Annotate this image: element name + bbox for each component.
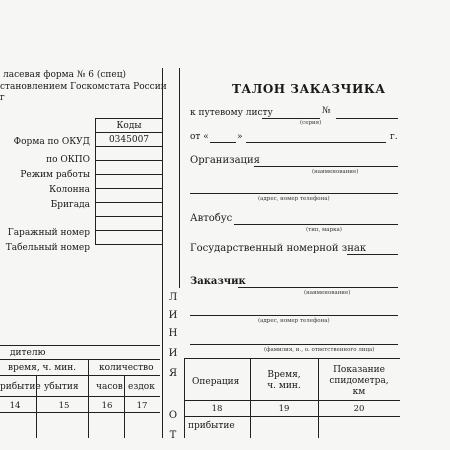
odo-header-3: км: [352, 387, 366, 397]
customer-caption: (наименование): [304, 290, 351, 296]
codes-header: Коды: [96, 119, 163, 133]
col-num-18: 18: [211, 404, 223, 414]
tab-label: Табельный номер: [5, 243, 90, 253]
tear-letter-3: Н: [168, 328, 178, 339]
codes-table: [95, 118, 163, 245]
arrival-time-cell[interactable]: [252, 418, 316, 434]
col-trips: ездок: [128, 382, 155, 392]
plate-label: Государственный номерной знак: [190, 243, 367, 254]
year-suffix: г.: [390, 132, 398, 142]
column-label: Колонна: [49, 185, 90, 195]
coupon-title: ТАЛОН ЗАКАЗЧИКА: [232, 82, 386, 96]
okud-code: 0345007: [96, 133, 163, 147]
org-address-field[interactable]: [190, 193, 398, 194]
form-type-line: ласевая форма № 6 (спец): [3, 70, 127, 80]
person-caption: (фамилия, и., о. ответственного лица): [264, 347, 375, 353]
okud-label: Форма по ОКУД: [13, 137, 90, 147]
garage-label: Гаражный номер: [7, 228, 90, 238]
bus-label: Автобус: [190, 213, 233, 224]
plate-field[interactable]: [347, 254, 398, 255]
qty-header: количество: [99, 363, 154, 373]
waybill-label: к путевому листу: [190, 108, 273, 118]
tear-letter-6: О: [168, 410, 178, 421]
tear-letter-1: Л: [168, 292, 178, 303]
time-header-2: ч. мин.: [267, 381, 301, 391]
customer-field[interactable]: [238, 287, 398, 288]
tear-line: [179, 68, 180, 288]
date-close: »: [237, 132, 243, 142]
time-header: время, ч. мин.: [8, 363, 77, 373]
address-caption: (адрес, номер телефона): [258, 196, 330, 202]
customer-address-field[interactable]: [190, 315, 398, 316]
customer-address-caption: (адрес, номер телефона): [258, 318, 330, 324]
bus-field[interactable]: [234, 224, 398, 225]
col-num-19: 19: [278, 404, 290, 414]
waybill-series-field[interactable]: [262, 118, 320, 119]
org-label: Организация: [190, 155, 260, 166]
tab-number-cell[interactable]: [96, 231, 163, 245]
date-from: от «: [190, 132, 209, 142]
driver-group-header: дителю: [10, 348, 46, 358]
op-header: Операция: [192, 377, 240, 387]
okpo-code-cell[interactable]: [96, 147, 163, 161]
col-num-15: 15: [58, 401, 70, 411]
col-departure: убытия: [44, 382, 79, 392]
bus-caption: (тип, марка): [306, 227, 342, 233]
empty-cell[interactable]: [96, 203, 163, 217]
number-sign: №: [322, 106, 331, 116]
col-num-16: 16: [101, 401, 113, 411]
customer-label: Заказчик: [190, 276, 246, 287]
date-day-field[interactable]: [210, 142, 236, 143]
col-hours: часов: [96, 382, 123, 392]
column-cell[interactable]: [96, 175, 163, 189]
garage-number-cell[interactable]: [96, 217, 163, 231]
arrival-row-label: прибытие: [188, 421, 235, 431]
brigade-cell[interactable]: [96, 189, 163, 203]
work-mode-cell[interactable]: [96, 161, 163, 175]
odo-header-1: Показание: [333, 365, 385, 375]
arrival-odometer-cell[interactable]: [320, 418, 398, 434]
col-num-17: 17: [136, 401, 148, 411]
org-field[interactable]: [254, 166, 398, 167]
col-num-20: 20: [353, 404, 365, 414]
brigade-label: Бригада: [50, 200, 90, 210]
series-caption: (серия): [300, 120, 322, 126]
org-caption: (наименование): [312, 169, 359, 175]
col-num-14: 14: [9, 401, 21, 411]
decree-tail: г: [0, 93, 5, 103]
col-arrival: рибытие: [0, 382, 41, 392]
tear-letter-5: Я: [168, 368, 178, 379]
date-month-field[interactable]: [246, 142, 386, 143]
tear-letter-4: И: [168, 348, 178, 359]
waybill-number-field[interactable]: [336, 118, 398, 119]
decree-line: становлением Госкомстата России: [0, 82, 167, 92]
tear-letter-2: И: [168, 310, 178, 321]
responsible-person-field[interactable]: [190, 344, 398, 345]
okpo-label: по ОКПО: [46, 155, 90, 165]
tear-letter-7: Т: [169, 430, 177, 441]
work-mode-label: Режим работы: [20, 170, 90, 180]
time-header-1: Время,: [267, 370, 301, 380]
odo-header-2: спидометра,: [329, 376, 389, 386]
